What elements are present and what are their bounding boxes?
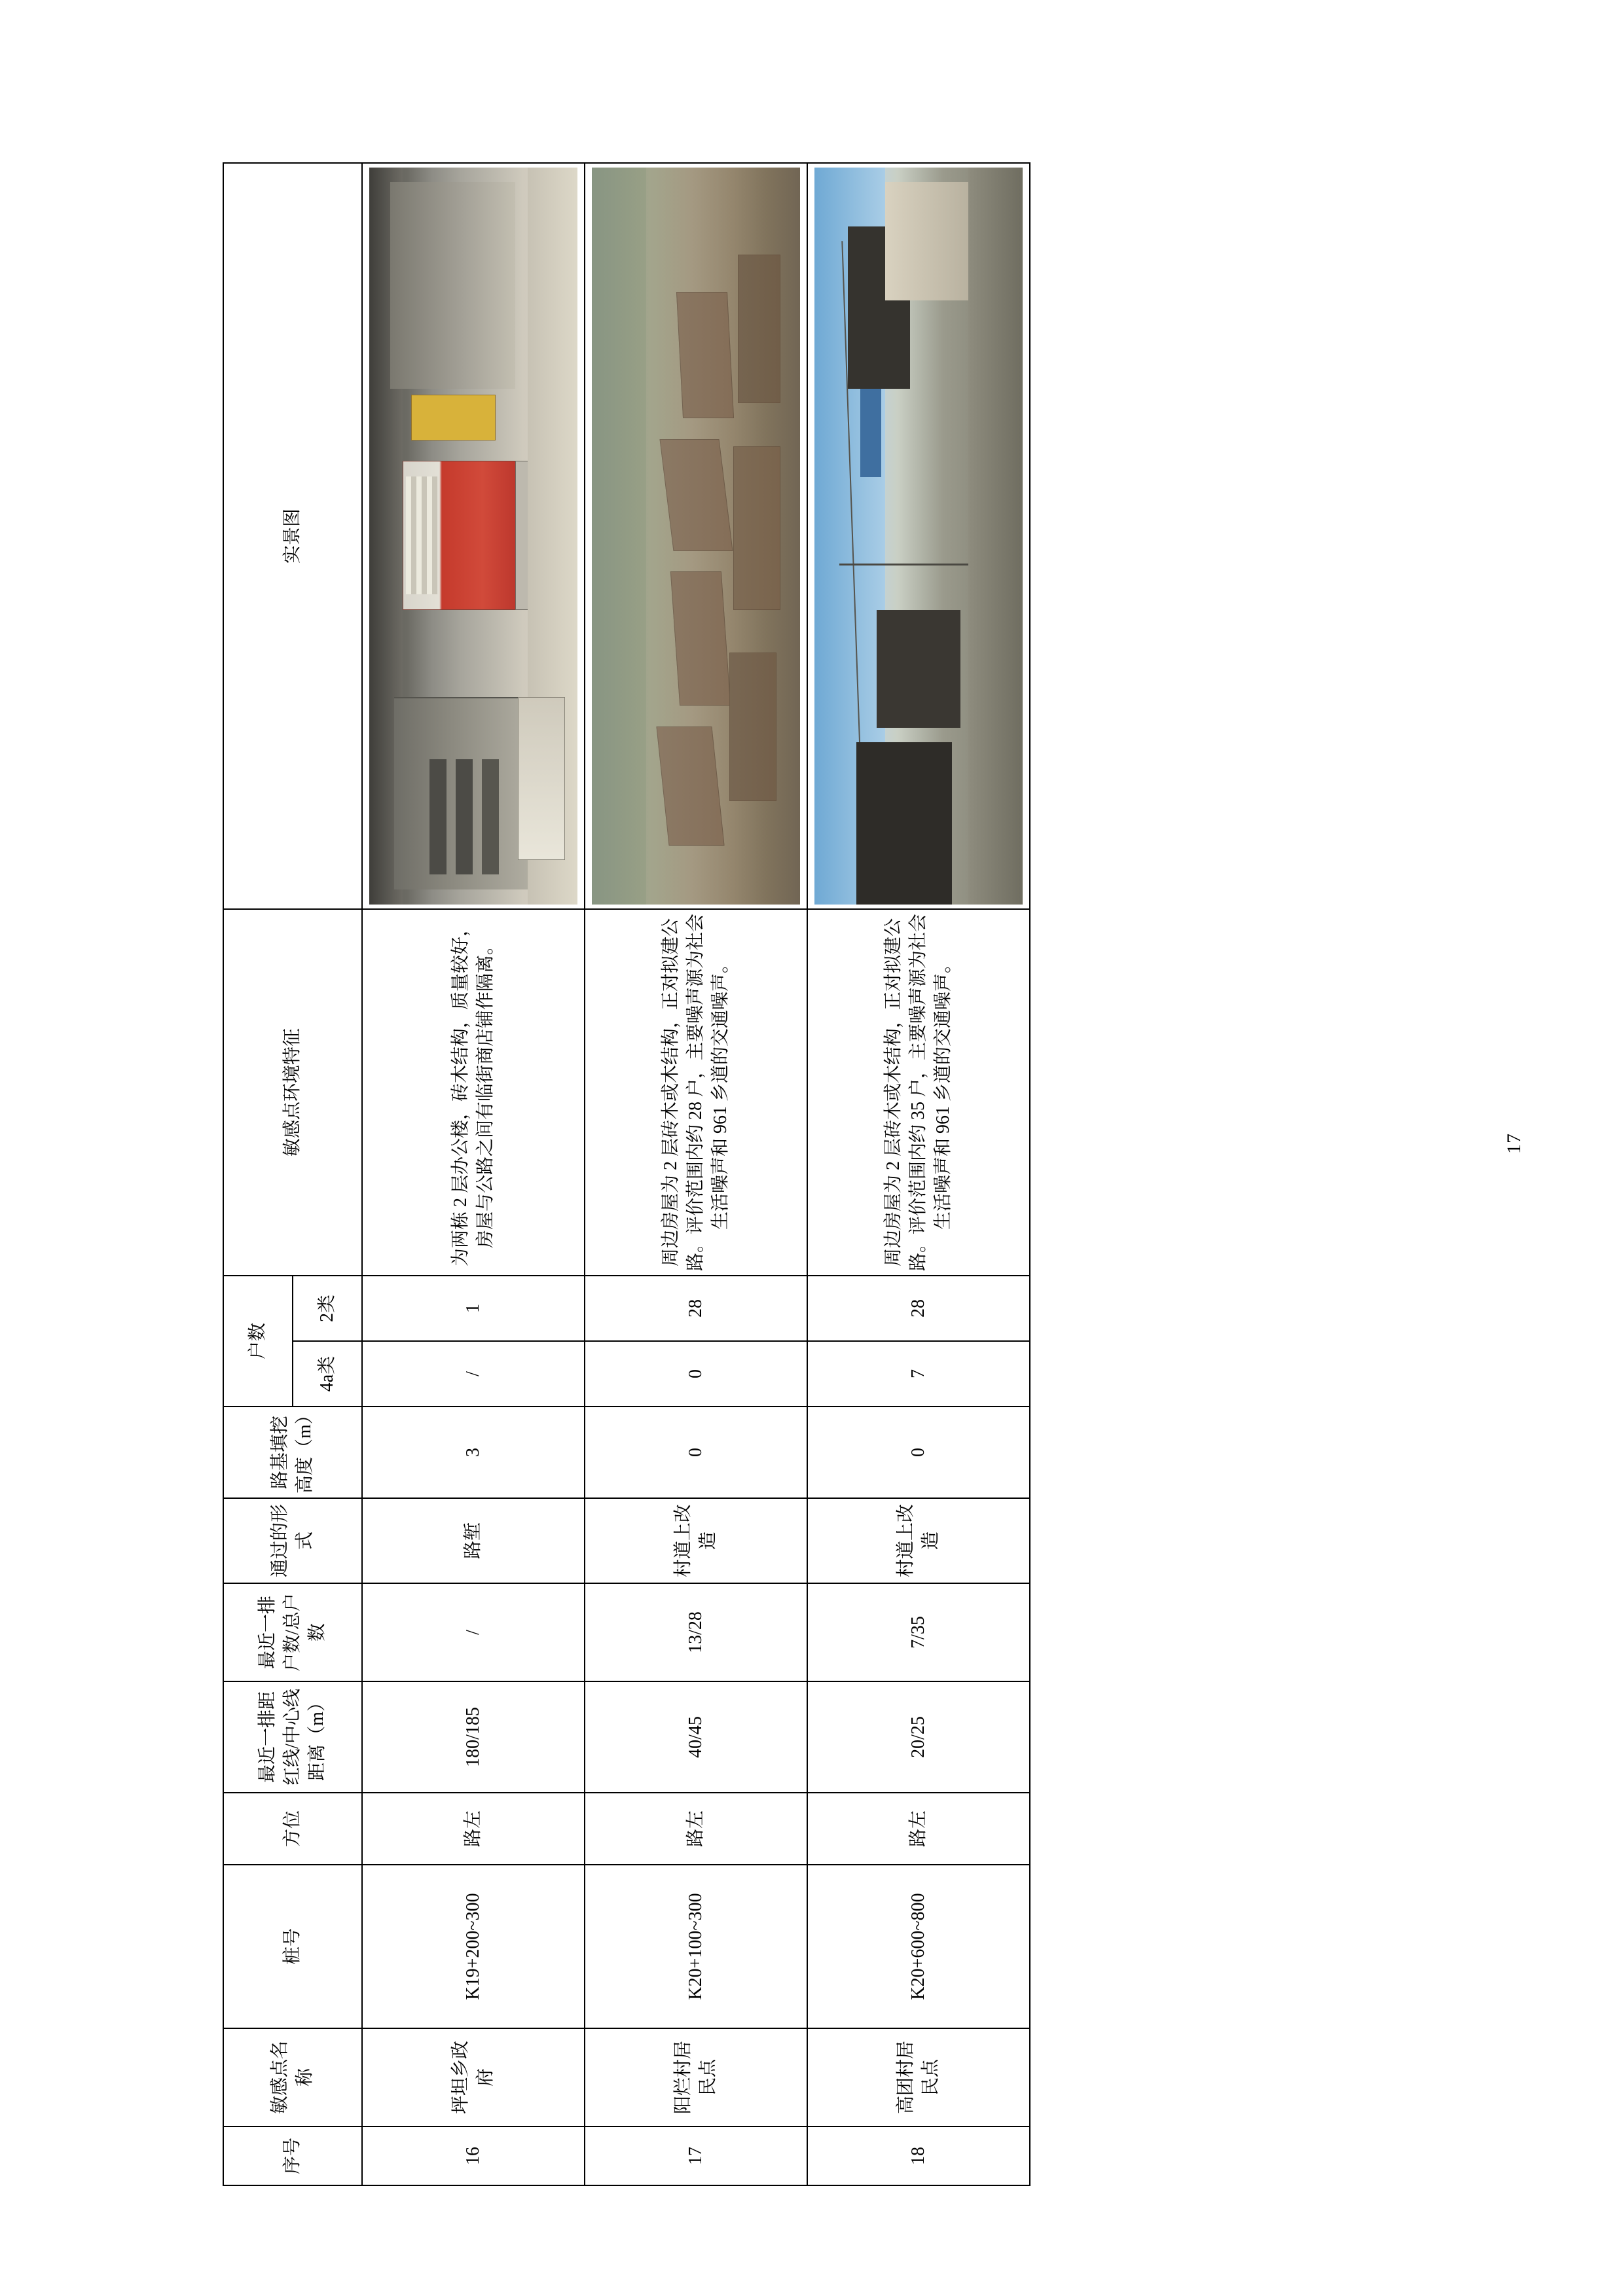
cell-distance: 180/185: [362, 1681, 585, 1793]
cell-subgrade-height: 3: [362, 1407, 585, 1498]
cell-photo: [585, 163, 807, 909]
cell-pile: K20+600~800: [807, 1865, 1030, 2028]
cell-seq: 16: [362, 2126, 585, 2185]
header-photo: 实景图: [223, 163, 362, 909]
header-pile: 桩号: [223, 1865, 362, 2028]
cell-photo: [362, 163, 585, 909]
cell-seq: 17: [585, 2126, 807, 2185]
cell-rows-households: 13/28: [585, 1583, 807, 1681]
site-photo-image: [592, 168, 800, 905]
cell-distance: 40/45: [585, 1681, 807, 1793]
cell-direction: 路左: [807, 1793, 1030, 1865]
cell-pile: K19+200~300: [362, 1865, 585, 2028]
cell-subgrade-height: 0: [807, 1407, 1030, 1498]
cell-class-4a: /: [362, 1341, 585, 1407]
cell-class-2: 1: [362, 1276, 585, 1341]
cell-distance: 20/25: [807, 1681, 1030, 1793]
table-row: [362, 163, 585, 2185]
cell-pass-form: 村道上改造: [807, 1498, 1030, 1583]
header-class-4a: 4a类: [293, 1341, 362, 1407]
cell-name: 高团村居民点: [807, 2028, 1030, 2126]
cell-rows-households: /: [362, 1583, 585, 1681]
sensitive-points-table: [223, 162, 1030, 2186]
header-household-group: 户数: [223, 1276, 293, 1407]
cell-pass-form: 路堑: [362, 1498, 585, 1583]
cell-class-4a: 7: [807, 1341, 1030, 1407]
cell-rows-households: 7/35: [807, 1583, 1030, 1681]
cell-subgrade-height: 0: [585, 1407, 807, 1498]
header-seq: 序号: [223, 2126, 362, 2185]
header-env-feature: 敏感点环境特征: [223, 909, 362, 1276]
cell-class-4a: 0: [585, 1341, 807, 1407]
header-subgrade-height: 路基填挖高度（m）: [223, 1407, 362, 1498]
cell-pass-form: 村道上改造: [585, 1498, 807, 1583]
page-number: 17: [1503, 1133, 1525, 1154]
cell-name: 阳烂村居民点: [585, 2028, 807, 2126]
cell-name: 坪坦乡政府: [362, 2028, 585, 2126]
table-row: [807, 163, 1030, 2185]
cell-class-2: 28: [585, 1276, 807, 1341]
cell-photo: [807, 163, 1030, 909]
table-header-row-1: [223, 163, 293, 2185]
cell-direction: 路左: [362, 1793, 585, 1865]
header-pass-form: 通过的形式: [223, 1498, 362, 1583]
site-photo-image: [369, 168, 577, 905]
table-row: [585, 163, 807, 2185]
cell-env-feature: 周边房屋为 2 层砖木或木结构，正对拟建公路。评价范围内约 28 户，主要噪声源为社会生活噪声和 961 乡道的交通噪声。: [585, 909, 807, 1276]
cell-env-feature: 周边房屋为 2 层砖木或木结构，正对拟建公路。评价范围内约 35 户，主要噪声源为社会生活噪声和 961 乡道的交通噪声。: [807, 909, 1030, 1276]
header-name: 敏感点名称: [223, 2028, 362, 2126]
cell-direction: 路左: [585, 1793, 807, 1865]
header-distance: 最近一排距红线/中心线距离（m）: [223, 1681, 362, 1793]
cell-seq: 18: [807, 2126, 1030, 2185]
site-photo-image: [814, 168, 1023, 905]
cell-class-2: 28: [807, 1276, 1030, 1341]
header-class-2: 2类: [293, 1276, 362, 1341]
header-direction: 方位: [223, 1793, 362, 1865]
header-rows-households: 最近一排户数/总户数: [223, 1583, 362, 1681]
rotated-table-wrapper: [223, 164, 1329, 2186]
cell-env-feature: 为两栋 2 层办公楼，砖木结构，质量较好，房屋与公路之间有临街商店铺作隔离。: [362, 909, 585, 1276]
cell-pile: K20+100~300: [585, 1865, 807, 2028]
